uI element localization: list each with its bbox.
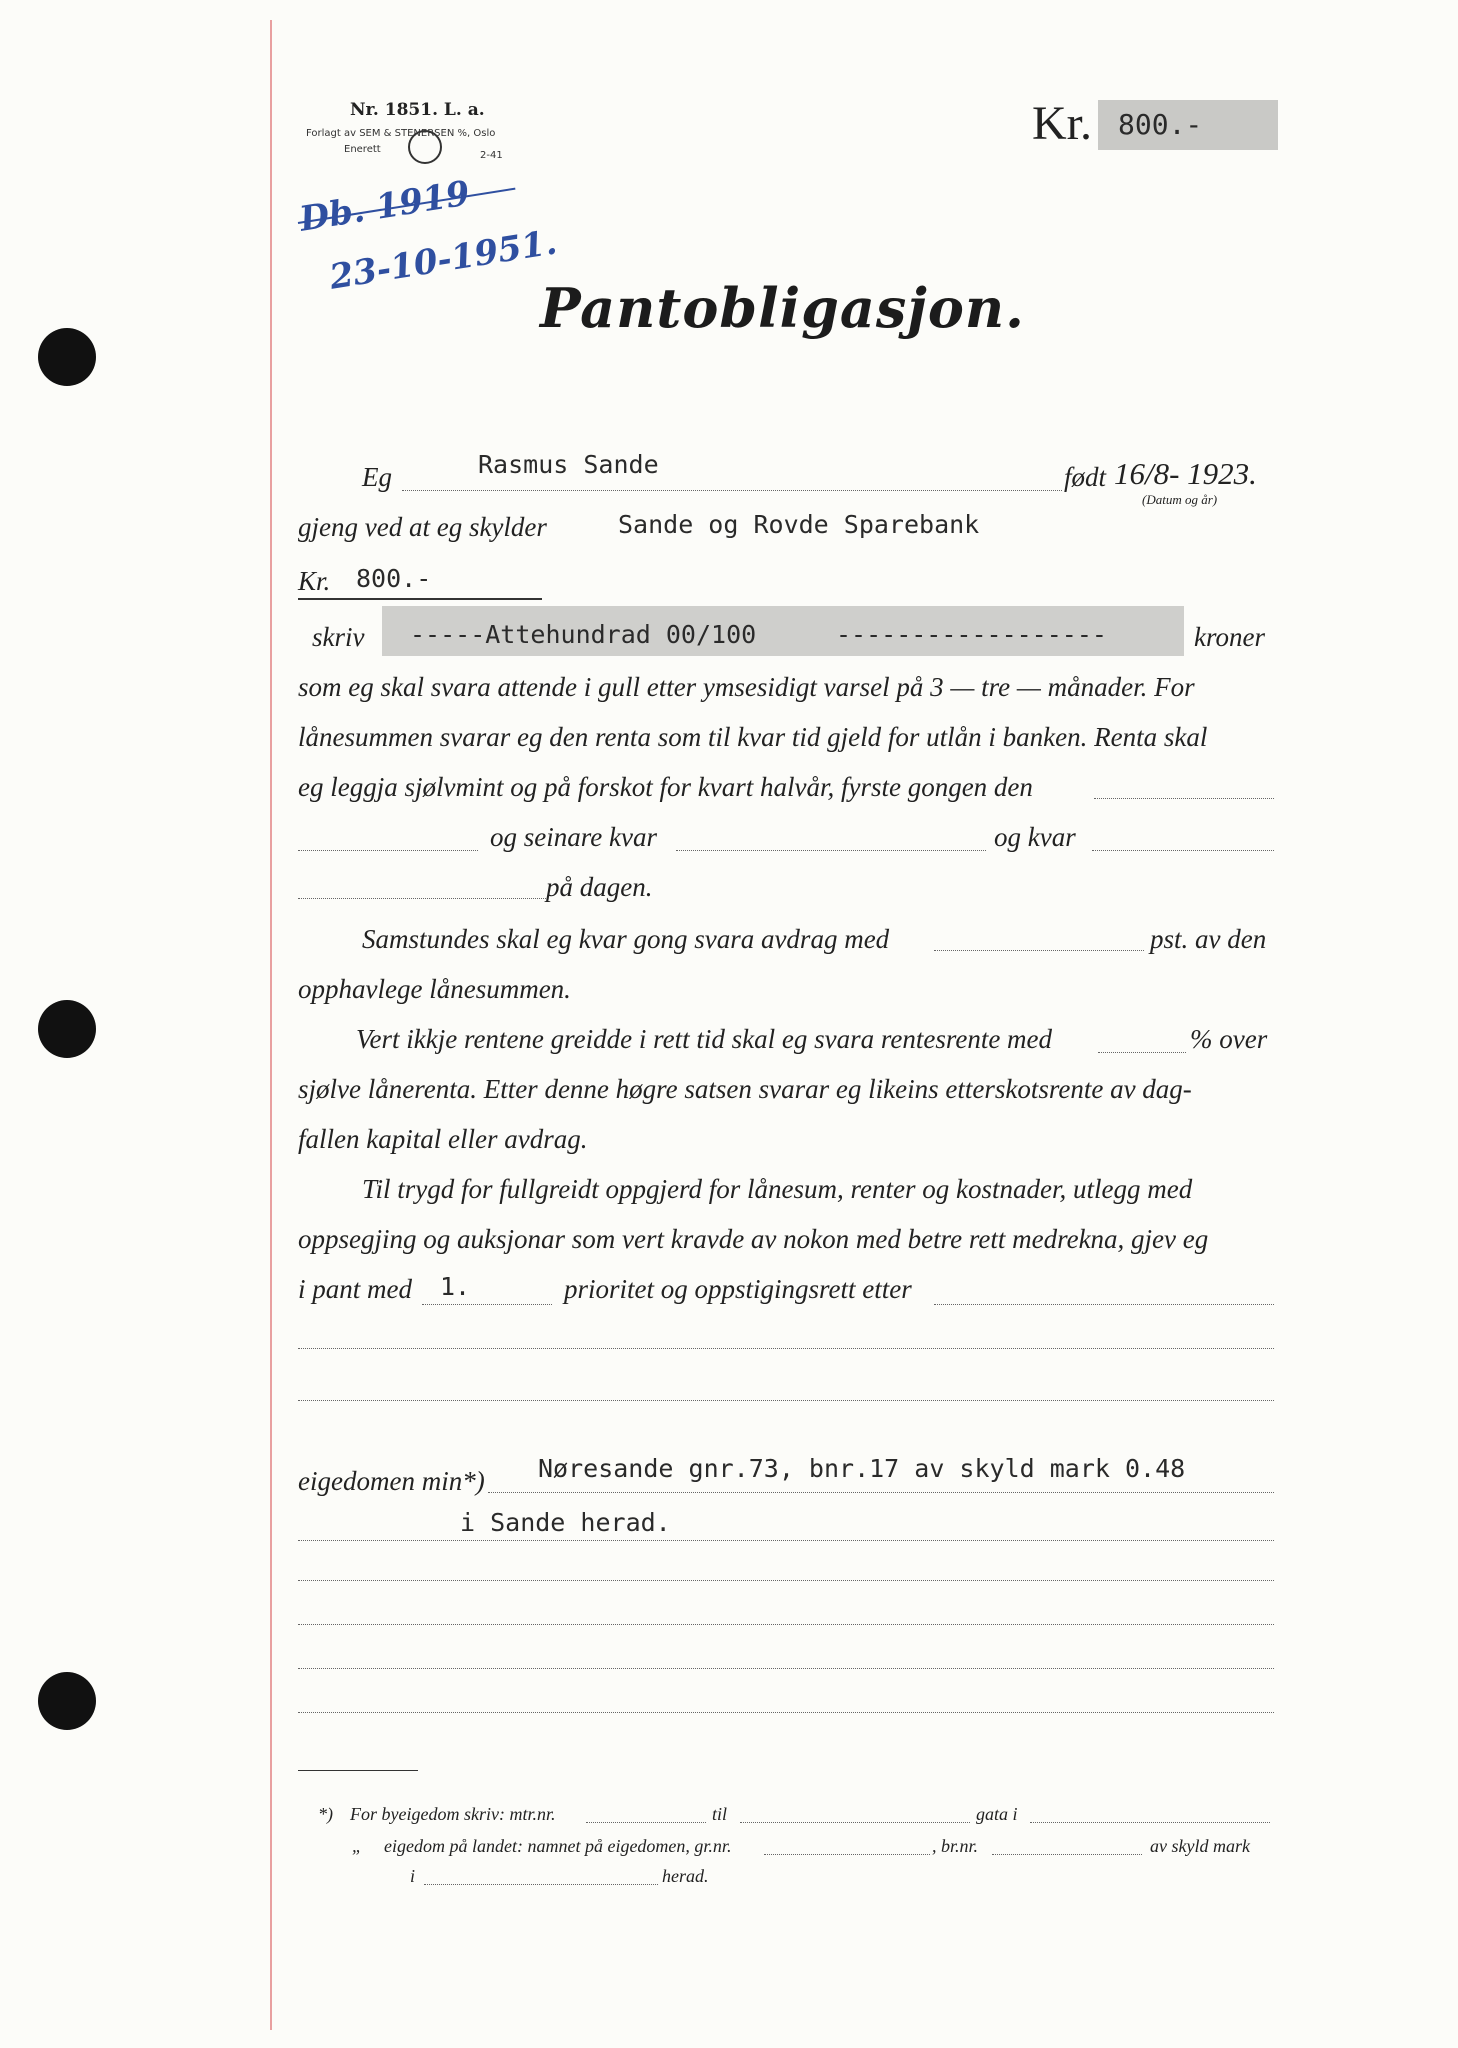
footnote-text: eigedom på landet: namnet på eigedomen, gr.nr. — [384, 1836, 732, 1856]
footnote-text: i — [410, 1866, 416, 1886]
fill-line — [298, 1400, 1274, 1401]
born-value: 16/8- 1923. — [1114, 456, 1257, 491]
fill-line — [488, 1492, 1274, 1493]
body-line: sjølve lånerenta. Etter denne høgre satsen svarar eg likeins etterskotsrente av dag- — [298, 1074, 1192, 1104]
fill-line — [298, 898, 548, 899]
body-line: fallen kapital eller avdrag. — [298, 1124, 588, 1154]
fill-line — [1030, 1822, 1270, 1823]
born-label: født — [1064, 462, 1107, 492]
footnote-rule — [298, 1770, 418, 1771]
fill-line — [298, 1540, 1274, 1541]
publisher-line: Forlagt av SEM & STENERSEN %, Oslo — [306, 128, 496, 139]
body-line: Vert ikkje rentene greidde i rett tid skal eg svara rentesrente med — [356, 1024, 1053, 1054]
footnote-marker: *) — [318, 1804, 333, 1824]
amount-words-prefix: skriv — [312, 622, 365, 652]
body-line: opphavlege lånesummen. — [298, 974, 571, 1004]
footnote-marker: „ — [352, 1836, 363, 1856]
body-line: på dagen. — [546, 872, 653, 902]
fill-line — [676, 850, 986, 851]
body-line: prioritet og oppstigingsrett etter — [564, 1274, 912, 1304]
body-line: som eg skal svara attende i gull etter ymsesidigt varsel på 3 — tre — månader. For — [298, 672, 1195, 702]
rights-text: Enerett — [344, 144, 381, 155]
footnote-text: , br.nr. — [932, 1836, 979, 1856]
property-line-2: i Sande herad. — [460, 1508, 671, 1537]
creditor-prefix: gjeng ved at eg skylder — [298, 512, 547, 542]
interest-fill-line — [1098, 1052, 1186, 1053]
body-line: % over — [1190, 1024, 1268, 1054]
fill-line — [586, 1822, 706, 1823]
body-line: i pant med — [298, 1274, 412, 1304]
amount-words-suffix: kroner — [1194, 622, 1265, 652]
priority-value: 1. — [440, 1272, 471, 1301]
body-line: Samstundes skal eg kvar gong svara avdrag med — [362, 924, 890, 954]
footnote-text: av skyld mark — [1150, 1836, 1250, 1856]
amount-words-fill: ------------------ — [836, 620, 1107, 649]
fill-line — [298, 850, 478, 851]
installment-fill-line — [934, 950, 1144, 951]
born-hint: (Datum og år) — [1142, 492, 1218, 507]
body-line: lånesummen svarar eg den renta som til kvar tid gjeld for utlån i banken. Renta skal — [298, 722, 1208, 752]
body-line: pst. av den — [1150, 924, 1267, 954]
amount-box-label: Kr. — [1032, 97, 1092, 150]
debtor-prefix: Eg — [362, 462, 392, 492]
fill-line — [764, 1854, 930, 1855]
footnote-text: til — [712, 1804, 728, 1824]
debtor-fill-line — [402, 490, 1062, 491]
footnote-text: For byeigedom skriv: mtr.nr. — [350, 1804, 556, 1824]
publisher-seal-icon — [408, 130, 442, 164]
amount-box-value: 800.- — [1118, 108, 1203, 141]
handwritten-date: 23-10-1951. — [326, 222, 560, 298]
fill-line — [934, 1304, 1274, 1305]
body-line: og seinare kvar — [490, 822, 657, 852]
page-title: Pantobligasjon. — [540, 276, 1025, 340]
priority-fill-line — [422, 1304, 552, 1305]
first-date-fill-line — [1094, 798, 1274, 799]
body-line: Til trygd for fullgreidt oppgjerd for lånesum, renter og kostnader, utlegg med — [362, 1174, 1193, 1204]
edition-text: 2-41 — [480, 150, 503, 161]
amount-line-value: 800.- — [356, 564, 432, 593]
body-line: og kvar — [994, 822, 1076, 852]
body-line: oppsegjing og auksjonar som vert kravde av nokon med betre rett medrekna, gjev eg — [298, 1224, 1209, 1254]
form-number: Nr. 1851. L. a. — [350, 100, 485, 120]
creditor-name: Sande og Rovde Sparebank — [618, 510, 980, 539]
handwritten-doc-number: Db. 1919 — [296, 173, 473, 240]
fill-line — [992, 1854, 1142, 1855]
punch-hole-icon — [38, 328, 96, 386]
fill-line — [298, 1348, 1274, 1349]
property-label: eigedomen min*) — [298, 1466, 485, 1496]
punch-hole-icon — [38, 1000, 96, 1058]
fill-line — [740, 1822, 970, 1823]
body-line: eg leggja sjølvmint og på forskot for kvart halvår, fyrste gongen den — [298, 772, 1033, 802]
punch-hole-icon — [38, 1672, 96, 1730]
fill-line — [298, 1712, 1274, 1713]
property-line-1: Nøresande gnr.73, bnr.17 av skyld mark 0.48 — [538, 1454, 1186, 1483]
debtor-name: Rasmus Sande — [478, 450, 659, 479]
margin-rule — [270, 20, 272, 2030]
footnote-text: gata i — [976, 1804, 1018, 1824]
fill-line — [298, 1668, 1274, 1669]
fill-line — [298, 1580, 1274, 1581]
amount-words-value: -----Attehundrad 00/100 — [410, 620, 757, 649]
fill-line — [298, 1624, 1274, 1625]
footnote-text: herad. — [662, 1866, 709, 1886]
amount-line-label: Kr. — [298, 566, 331, 596]
fill-line — [1092, 850, 1274, 851]
fill-line — [424, 1884, 658, 1885]
amount-underline — [298, 598, 542, 600]
